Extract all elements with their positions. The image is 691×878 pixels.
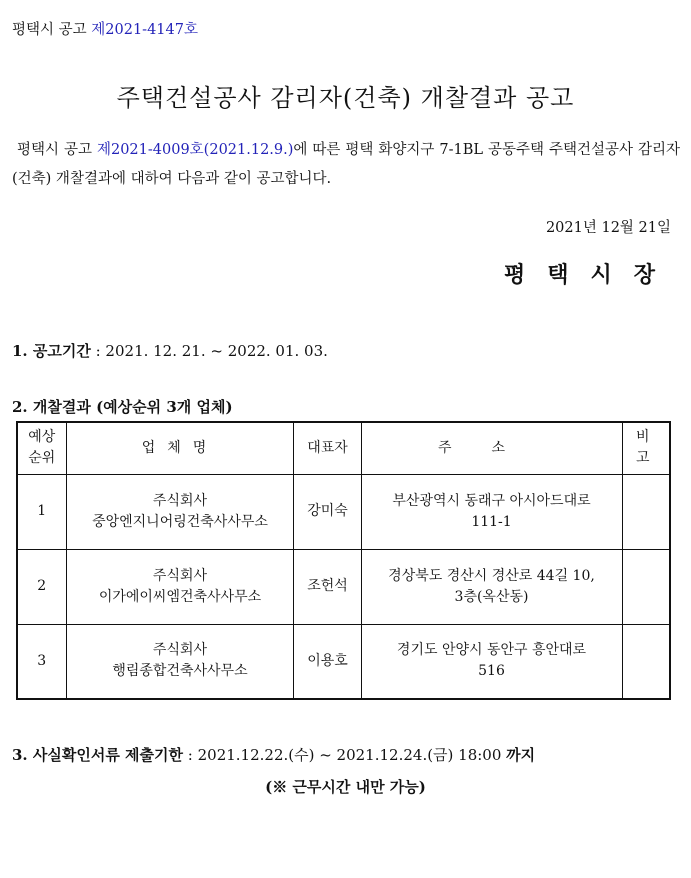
row-note xyxy=(622,474,670,549)
row-representative: 이용호 xyxy=(294,624,361,699)
row-firm: 주식회사 행림종합건축사사무소 xyxy=(66,624,294,699)
table-row xyxy=(17,549,670,624)
section-3-value: : 2021.12.22.(수) ~ 2021.12.24.(금) 18:00 xyxy=(183,746,507,764)
header-rank: 예상 순위 xyxy=(17,422,66,474)
header-address: 주소 xyxy=(361,422,622,474)
notice-prefix: 평택시 공고 xyxy=(12,22,92,38)
row-address: 경기도 안양시 동안구 흥안대로 516 xyxy=(361,624,622,699)
notice-date: 2021년 12월 21일 xyxy=(545,220,671,236)
intro-reference: 제2021-4009호(2021.12.9.) xyxy=(96,142,294,158)
issuer-name: 평택시장 xyxy=(503,262,677,288)
section-notice-period xyxy=(12,340,328,361)
section-1-value: : 2021. 12. 21. ~ 2022. 01. 03. xyxy=(90,342,328,360)
notice-number-value: 제2021-4147호 xyxy=(91,22,198,38)
table-row xyxy=(17,624,670,699)
section-3-suffix: 까지 xyxy=(506,746,536,764)
row-note xyxy=(622,624,670,699)
header-representative: 대표자 xyxy=(294,422,361,474)
header-firm: 업체명 xyxy=(66,422,294,474)
intro-text: 에 따른 평택 화양지구 7-1BL 공동주택 주택건설공사 감리자(건축) 개찰결과에 대하여 다음과 같이 공고합니다. xyxy=(12,142,680,187)
row-firm: 주식회사 이가에이씨엠건축사사무소 xyxy=(66,549,294,624)
table-header-row xyxy=(17,422,670,474)
results-table xyxy=(16,421,671,700)
working-hours-note: (※ 근무시간 내만 가능) xyxy=(265,778,426,796)
row-representative: 강미숙 xyxy=(294,474,361,549)
notice-number xyxy=(12,18,198,39)
row-rank: 2 xyxy=(17,549,66,624)
row-firm: 주식회사 중앙엔지니어링건축사사무소 xyxy=(66,474,294,549)
section-3-label: 3. 사실확인서류 제출기한 xyxy=(12,746,184,764)
table-row xyxy=(17,474,670,549)
row-rank: 3 xyxy=(17,624,66,699)
row-address: 경상북도 경산시 경산로 44길 10, 3층(옥산동) xyxy=(361,549,622,624)
row-note xyxy=(622,549,670,624)
row-address: 부산광역시 동래구 아시아드대로 111-1 xyxy=(361,474,622,549)
row-representative: 조헌석 xyxy=(294,549,361,624)
section-results-heading: 2. 개찰결과 (예상순위 3개 업체) xyxy=(12,398,233,416)
row-rank: 1 xyxy=(17,474,66,549)
header-note: 비고 xyxy=(622,422,670,474)
document-title: 주택건설공사 감리자(건축) 개찰결과 공고 xyxy=(116,84,575,112)
section-1-label: 1. 공고기간 xyxy=(12,342,91,360)
intro-paragraph xyxy=(12,136,680,194)
section-document-deadline xyxy=(12,744,535,765)
intro-prefix: 평택시 공고 xyxy=(16,142,97,158)
